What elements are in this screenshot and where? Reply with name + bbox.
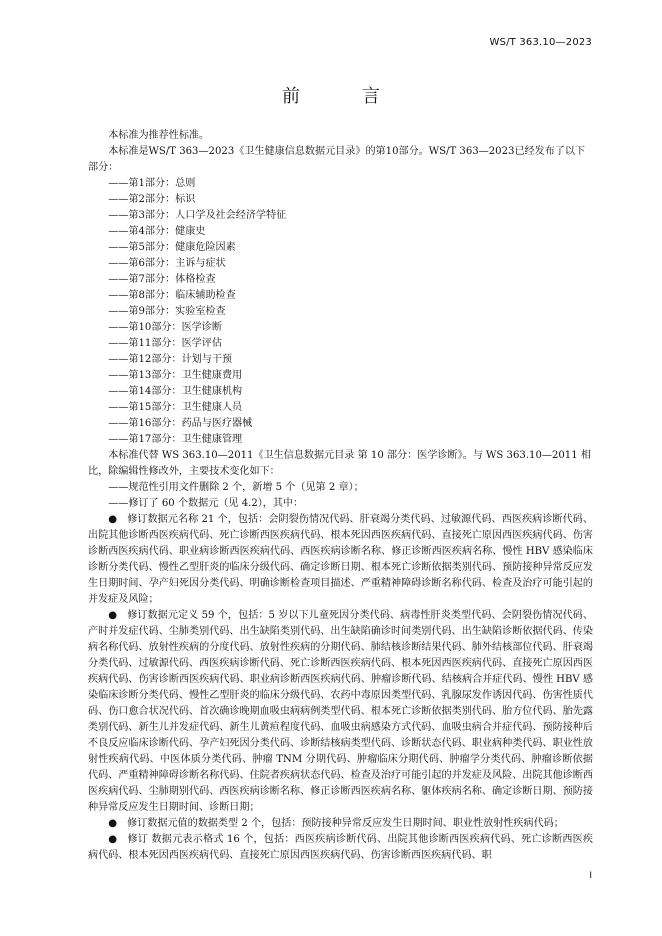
bullet-text: 修订数据元名称 21 个，包括：会阴裂伤情况代码、肝衰竭分类代码、过敏源代码、西医疾病诊断代码、出院其他诊断西医疾病代码、死亡诊断西医疾病代码、根本死因西医疾病代码、直接死亡原因西医疾病代码、伤害诊断西医疾病代码、职业病诊断西医疾病代码、西医疾病诊断名称、修正诊断西医疾病名称、慢性 HBV 感染临床诊断分类代码、慢性乙型肝炎的临床分级代码、确定诊断日期、根本死亡诊断依据类别代码、预防接种异常反应发生日期时间、孕产妇死因分类代码、明确诊断检查项目描述、严重精神障碍诊断名称代码、检查及治疗可能引起的并发症及风险； <box>88 514 594 605</box>
list-item: ——第13部分：卫生健康费用 <box>108 370 243 381</box>
bullet-icon: ● <box>108 514 118 525</box>
list-item: ——第4部分：健康史 <box>108 226 206 237</box>
change-item: ——规范性引用文件删除 2 个，新增 5 个（见第 2 章）； <box>108 482 364 493</box>
document-body <box>88 128 593 864</box>
page-title: 前 言 <box>282 86 402 107</box>
bullet-text: 修订数据元定义 59 个，包括：5 岁以下儿童死因分类代码、病毒性肝炎类型代码、会阴裂伤情况代码、产时并发症代码、尘肺类别代码、出生缺陷类别代码、出生缺陷确诊时间类别代码、出生缺陷诊断依据代码、传染病名称代码、放射性疾病的分度代码、放射性疾病的分期代码、肺结核诊断结果代码、肺外结核部位代码、肝衰竭分类代码、过敏源代码、西医疾病诊断代码、死亡诊断西医疾病代码、根本死因西医疾病代码、直接死亡原因西医疾病代码、伤害诊断西医疾病代码、职业病诊断西医疾病代码、肿瘤诊断代码、结核病合并症代码、慢性 HBV 感染临床诊断分类代码、慢性乙型肝炎的临床分级代码、农药中毒原因类型代码、乳腺尿发作诱因代码、伤害性质代码、伤口愈合状况代码、首次确诊晚期血吸虫病病例类型代码、根本死亡诊断依据类别代码、胎方位代码、胎先露类别代码、新生儿并发症代码、新生儿黄疸程度代码、血吸虫病感染方式代码、血吸虫病合并症代码、预防接种后不良反应临床诊断代码、孕产妇死因分类代码、诊断结核病类型代码、诊断状态代码、职业病种类代码、职业性放射性疾病代码、中医体质分类代码、肿瘤 TNM 分期代码、肿瘤临床分期代码、肿瘤学分类代码、肿瘤诊断依据代码、严重精神障碍诊断名称代码、住院者疾病状态代码、检查及治疗可能引起的并发症及风险、出院其他诊断西医疾病代码、尘肺期别代码、西医疾病诊断名称、修正诊断西医疾病名称、躯体疾病名称、确定诊断日期、预防接种异常反应发生日期时间、诊断日期； <box>88 610 594 813</box>
list-item: ——第6部分：主诉与症状 <box>108 258 226 269</box>
list-item: ——第12部分：计划与干预 <box>108 354 233 365</box>
document-code: WS/T 363.10—2023 <box>489 37 592 48</box>
bullet-paragraph <box>88 512 593 608</box>
list-item: ——第5部分：健康危险因素 <box>108 242 236 253</box>
page-number: I <box>589 871 592 881</box>
intro-paragraph: 本标准是WS/T 363—2023《卫生健康信息数据元目录》的第10部分。WS/T 363—2023已经发布了以下部分： <box>88 146 586 173</box>
bullet-text: 修订 数据元表示格式 16 个，包括：西医疾病诊断代码、出院其他诊断西医疾病代码、死亡诊断西医疾病代码、根本死因西医疾病代码、直接死亡原因西医疾病代码、伤害诊断西医疾病代码、职 <box>88 834 594 861</box>
list-item: ——第2部分：标识 <box>108 194 196 205</box>
parts-list <box>88 176 593 448</box>
list-item: ——第11部分：医学评估 <box>108 338 222 349</box>
bullet-paragraph <box>88 816 593 832</box>
list-item: ——第17部分：卫生健康管理 <box>108 434 243 445</box>
list-item: ——第3部分：人口学及社会经济学特征 <box>108 210 287 221</box>
list-item: ——第15部分：卫生健康人员 <box>108 402 243 413</box>
bullet-text: 修订数据元值的数据类型 2 个，包括：预防接种异常反应发生日期时间、职业性放射性疾病代码； <box>127 818 564 829</box>
bullet-icon: ● <box>108 818 117 829</box>
list-item: ——第9部分：实验室检查 <box>108 306 226 317</box>
list-item: ——第14部分：卫生健康机构 <box>108 386 243 397</box>
intro-paragraph: 本标准为推荐性标准。 <box>108 130 210 141</box>
list-item: ——第8部分：临床辅助检查 <box>108 290 236 301</box>
list-item: ——第16部分：药品与医疗器械 <box>108 418 253 429</box>
replacement-paragraph: 本标准代替 WS 363.10—2011《卫生信息数据元目录 第 10 部分：医学诊断》。与 WS 363.10—2011 相比，除编辑性修改外，主要技术变化如下： <box>88 450 591 477</box>
list-item: ——第7部分：体格检查 <box>108 274 216 285</box>
bullet-paragraph <box>88 608 593 816</box>
bullet-icon: ● <box>108 834 118 845</box>
bullet-icon: ● <box>108 610 118 621</box>
bullet-paragraph <box>88 832 593 864</box>
change-item: ——修订了 60 个数据元（见 4.2），其中： <box>108 498 304 509</box>
list-item: ——第10部分：医学诊断 <box>108 322 222 333</box>
list-item: ——第1部分：总则 <box>108 178 196 189</box>
